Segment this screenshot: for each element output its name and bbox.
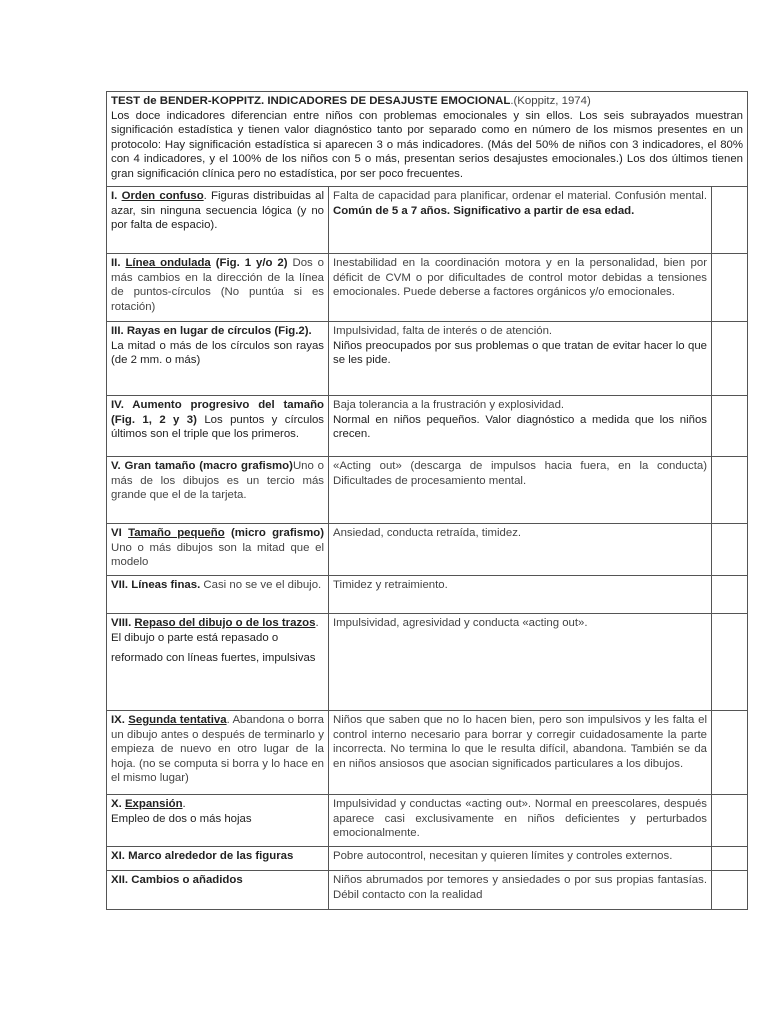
meaning-bold: Común de 5 a 7 años. Significativo a partir de esa edad. bbox=[333, 204, 635, 217]
table-row bbox=[107, 871, 748, 910]
score-cell bbox=[712, 576, 748, 614]
meaning-text: Inestabilidad en la coordinación motora y en la personalidad, bien por déficit de CVM o por dificultades de control motor debidas a tensiones emocionales. Puede deberse a factores orgánicos y/o emocionales. bbox=[333, 257, 707, 299]
indicator-cell bbox=[107, 396, 329, 457]
header-body: Los doce indicadores diferencian entre niños con problemas emocionales y sin ellos. Los seis subrayados muestran significación estadística y tienen valor diagnóstico tanto por separado como en número de los mismos presentes en un protocolo: Hay significación estadística si aparecen 3 o más indicadores. (Más del 50% de niños con 3 indicadores, el 80% con 4 indicadores, y el 100% de los niños con 5 o más, presentan serios desajustes emocionales.) Los dos últimos tienen gran significación clínica pero no estadística, por ser poco frecuentes. bbox=[111, 109, 743, 180]
meaning-cell bbox=[329, 614, 712, 711]
table-row bbox=[107, 576, 748, 614]
indicator-name: Repaso del dibujo o de los trazos bbox=[134, 617, 316, 629]
meaning-text: Pobre autocontrol, necesitan y quieren límites y controles externos. bbox=[333, 850, 673, 862]
figure-ref: (Fig. 1 y/o 2) bbox=[210, 257, 288, 269]
indicator-number: IX. bbox=[111, 714, 129, 726]
meaning-text: Niños abrumados por temores y ansiedades o por sus propias fantasías. Débil contacto con la realidad bbox=[333, 874, 707, 901]
meaning-text: Niños que saben que no lo hacen bien, pero son impulsivos y les falta el control interno necesario para borrar y corregir cuidadosamente la parte incorrecta. No termina lo que le resulta difícil, abandona. También se da en niños ansiosos que asocian significados particulares a los dibujos. bbox=[333, 714, 707, 770]
indicator-name: Expansión bbox=[124, 798, 183, 810]
table-row bbox=[107, 614, 748, 711]
document-title: TEST de BENDER-KOPPITZ. INDICADORES DE DESAJUSTE EMOCIONAL bbox=[111, 95, 511, 107]
indicator-name: Segunda tentativa bbox=[128, 714, 227, 726]
indicator-name: Orden confuso bbox=[121, 190, 204, 202]
indicator-cell bbox=[107, 711, 329, 795]
indicator-name: Línea ondulada bbox=[125, 257, 211, 269]
table-row bbox=[107, 322, 748, 396]
meaning-text: Baja tolerancia a la frustración y explosividad. bbox=[333, 399, 565, 411]
indicator-cell bbox=[107, 457, 329, 524]
meaning-cell bbox=[329, 711, 712, 795]
meaning-text: Impulsividad, agresividad y conducta «acting out». bbox=[333, 617, 588, 629]
meaning-cell bbox=[329, 871, 712, 910]
indicator-cell bbox=[107, 187, 329, 254]
indicator-description: Uno o más de los dibujos es un tercio más grande que el de la tarjeta. bbox=[111, 460, 324, 502]
indicator-description: . bbox=[315, 617, 319, 629]
figure-ref: (micro grafismo) bbox=[224, 527, 324, 539]
score-cell bbox=[712, 614, 748, 711]
score-cell bbox=[712, 871, 748, 910]
indicator-description: . Abandona o borra un dibujo antes o después de terminarlo y empieza de nuevo en otro lugar de la hoja. (no se computa si borra y lo hace en el mismo lugar) bbox=[111, 714, 325, 785]
meaning-cell bbox=[329, 187, 712, 254]
indicator-cell bbox=[107, 322, 329, 396]
indicator-cell bbox=[107, 871, 329, 910]
indicator-name: IV. Aumento progresivo del tamaño (Fig. 1, 2 y 3) bbox=[111, 399, 324, 426]
indicator-description: Casi no se ve el dibujo. bbox=[200, 579, 322, 591]
indicator-cell bbox=[107, 254, 329, 322]
meaning-text: Timidez y retraimiento. bbox=[333, 579, 448, 591]
indicator-cell bbox=[107, 576, 329, 614]
meaning-text: «Acting out» (descarga de impulsos hacia fuera, en la conducta) Dificultades de procesamiento mental. bbox=[333, 460, 707, 487]
score-cell bbox=[712, 795, 748, 847]
score-cell bbox=[712, 396, 748, 457]
table-row bbox=[107, 711, 748, 795]
score-cell bbox=[712, 254, 748, 322]
indicator-cell bbox=[107, 524, 329, 576]
indicator-number: I. bbox=[111, 190, 122, 202]
citation: .(Koppitz, 1974) bbox=[510, 95, 591, 107]
score-cell bbox=[712, 711, 748, 795]
indicator-description: La mitad o más de los círculos son rayas (de 2 mm. o más) bbox=[111, 339, 324, 367]
meaning-cell bbox=[329, 847, 712, 871]
indicator-description: . Figuras distribuidas al azar, sin ninguna secuencia lógica (y no por falta de espacio). bbox=[111, 190, 324, 232]
meaning-text: Impulsividad y conductas «acting out». Normal en preescolares, después aparece casi exclusivamente en niños deficientes y perturbados emocionalmente. bbox=[333, 798, 707, 840]
indicator-description: Los puntos y círculos últimos son el triple que los primeros. bbox=[111, 413, 324, 441]
indicator-cell bbox=[107, 614, 329, 711]
indicators-table bbox=[106, 91, 748, 910]
indicator-name: III. Rayas en lugar de círculos (Fig.2). bbox=[111, 325, 312, 337]
header-cell bbox=[107, 92, 748, 187]
indicator-description-3: reformado con líneas fuertes, impulsivas bbox=[111, 652, 316, 665]
score-cell bbox=[712, 457, 748, 524]
score-cell bbox=[712, 847, 748, 871]
meaning-cell bbox=[329, 322, 712, 396]
indicator-number: X. bbox=[111, 798, 125, 810]
indicator-description: . bbox=[182, 798, 186, 810]
indicator-name: XI. Marco alrededor de las figuras bbox=[111, 850, 294, 862]
indicator-number: VI bbox=[111, 527, 129, 539]
meaning-text-2: Normal en niños pequeños. Valor diagnóstico a medida que los niños crecen. bbox=[333, 413, 707, 441]
meaning-cell bbox=[329, 457, 712, 524]
meaning-cell bbox=[329, 524, 712, 576]
indicator-cell bbox=[107, 847, 329, 871]
meaning-cell bbox=[329, 254, 712, 322]
meaning-text: Falta de capacidad para planificar, ordenar el material. Confusión mental. bbox=[333, 190, 707, 202]
table-row bbox=[107, 254, 748, 322]
indicator-name: VII. Líneas finas. bbox=[111, 579, 201, 591]
score-cell bbox=[712, 187, 748, 254]
meaning-text: Ansiedad, conducta retraída, timidez. bbox=[333, 527, 522, 539]
meaning-text: Impulsividad, falta de interés o de atención. bbox=[333, 325, 553, 337]
table-row bbox=[107, 457, 748, 524]
indicator-name: XII. Cambios o añadidos bbox=[111, 874, 243, 886]
indicator-description: Dos o más cambios en la dirección de la línea de puntos-círculos (No puntúa si es rotación) bbox=[111, 257, 325, 313]
meaning-cell bbox=[329, 396, 712, 457]
table-header-row bbox=[107, 92, 748, 187]
indicator-number: II. bbox=[111, 257, 126, 269]
meaning-text-2: Niños preocupados por sus problemas o que tratan de evitar hacer lo que se les pide. bbox=[333, 339, 707, 367]
indicator-number: VIII. bbox=[111, 617, 135, 629]
table-row bbox=[107, 795, 748, 847]
table-row bbox=[107, 524, 748, 576]
score-cell bbox=[712, 524, 748, 576]
meaning-cell bbox=[329, 576, 712, 614]
table-row bbox=[107, 187, 748, 254]
indicator-description: Uno o más dibujos son la mitad que el modelo bbox=[111, 541, 324, 569]
score-cell bbox=[712, 322, 748, 396]
indicator-name: V. Gran tamaño (macro grafismo) bbox=[111, 460, 293, 472]
meaning-cell bbox=[329, 795, 712, 847]
table-row bbox=[107, 396, 748, 457]
indicator-name: Tamaño pequeño bbox=[128, 527, 225, 539]
indicator-cell bbox=[107, 795, 329, 847]
indicator-description-2: El dibujo o parte está repasado o bbox=[111, 631, 279, 644]
indicator-description-2: Empleo de dos o más hojas bbox=[111, 812, 252, 825]
table-row bbox=[107, 847, 748, 871]
